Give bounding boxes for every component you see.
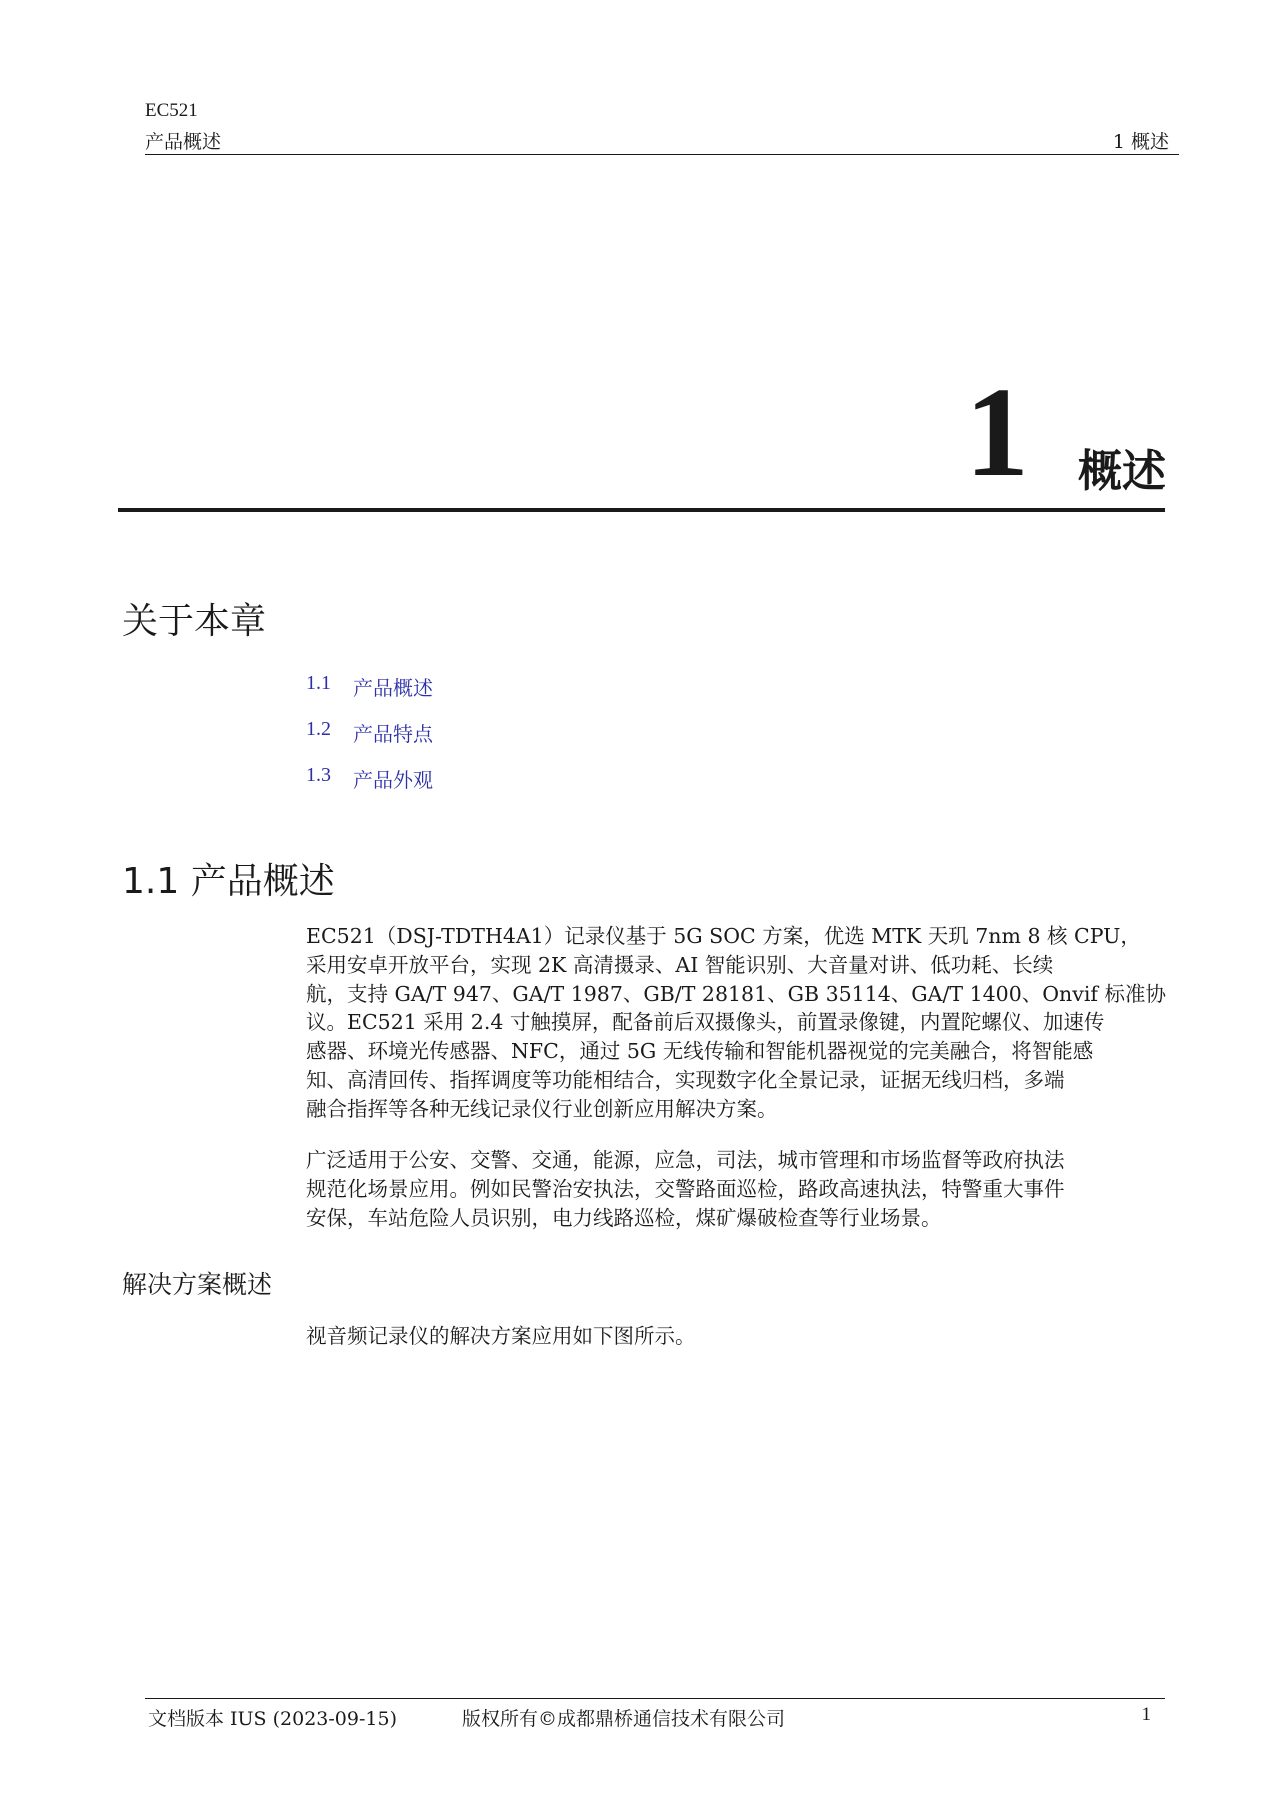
chapter-divider xyxy=(118,508,1165,512)
chapter-title: 概述 xyxy=(1078,446,1166,497)
solution-paragraph xyxy=(306,1322,1166,1351)
header-product-name: EC521 xyxy=(145,100,198,121)
toc-number: 1.2 xyxy=(306,718,331,740)
footer-page-number: 1 xyxy=(1141,1704,1151,1725)
header-document-title: 产品概述 xyxy=(145,131,222,153)
toc-link-1-1[interactable] xyxy=(306,672,433,701)
header-divider xyxy=(145,154,1179,155)
toc-link-1-2[interactable] xyxy=(306,718,433,747)
solution-overview-heading: 解决方案概述 xyxy=(122,1270,273,1299)
section-heading: 1.1 产品概述 xyxy=(122,861,335,902)
overview-paragraph xyxy=(306,922,1166,1124)
paragraph-line: 感器、环境光传感器、NFC，通过 5G 无线传输和智能机器视觉的完美融合，将智能感 xyxy=(306,1039,1094,1064)
toc-number: 1.3 xyxy=(306,764,331,786)
paragraph-line: 广泛适用于公安、交警、交通，能源，应急，司法，城市管理和市场监督等政府执法 xyxy=(306,1148,1065,1172)
toc-link-1-3[interactable] xyxy=(306,764,433,793)
about-chapter-heading: 关于本章 xyxy=(122,601,267,642)
paragraph-line: 议。EC521 采用 2.4 寸触摸屏，配备前后双摄像头，前置录像键，内置陀螺仪、加速传 xyxy=(306,1010,1105,1035)
paragraph-line: 知、高清回传、指挥调度等功能相结合，实现数字化全景记录，证据无线归档，多端 xyxy=(306,1067,1065,1092)
application-paragraph xyxy=(306,1146,1166,1232)
toc-label: 产品特点 xyxy=(353,722,433,746)
toc-label: 产品概述 xyxy=(353,676,433,700)
chapter-number: 1 xyxy=(965,361,1029,503)
header-chapter-label: 1 概述 xyxy=(1112,131,1169,153)
paragraph-line: 采用安卓开放平台，实现 2K 高清摄录、AI 智能识别、大音量对讲、低功耗、长续 xyxy=(306,952,1054,977)
footer-divider xyxy=(145,1698,1165,1699)
paragraph-line: 规范化场景应用。例如民警治安执法，交警路面巡检，路政高速执法，特警重大事件 xyxy=(306,1176,1065,1201)
toc-number: 1.1 xyxy=(306,672,331,694)
footer-version: 文档版本 IUS (2023-09-15) xyxy=(148,1708,397,1730)
paragraph-line: 视音频记录仪的解决方案应用如下图所示。 xyxy=(306,1324,696,1348)
paragraph-line: 航，支持 GA/T 947、GA/T 1987、GB/T 28181、GB 35114、GA/T 1400、Onvif 标准协 xyxy=(306,981,1166,1006)
paragraph-line: 安保，车站危险人员识别，电力线路巡检，煤矿爆破检查等行业场景。 xyxy=(306,1205,942,1230)
paragraph-line: 融合指挥等各种无线记录仪行业创新应用解决方案。 xyxy=(306,1096,778,1121)
toc-label: 产品外观 xyxy=(353,768,433,792)
footer-copyright: 版权所有©成都鼎桥通信技术有限公司 xyxy=(462,1708,786,1730)
paragraph-line: EC521（DSJ-TDTH4A1）记录仪基于 5G SOC 方案，优选 MTK 天玑 7nm 8 核 CPU， xyxy=(306,924,1141,948)
